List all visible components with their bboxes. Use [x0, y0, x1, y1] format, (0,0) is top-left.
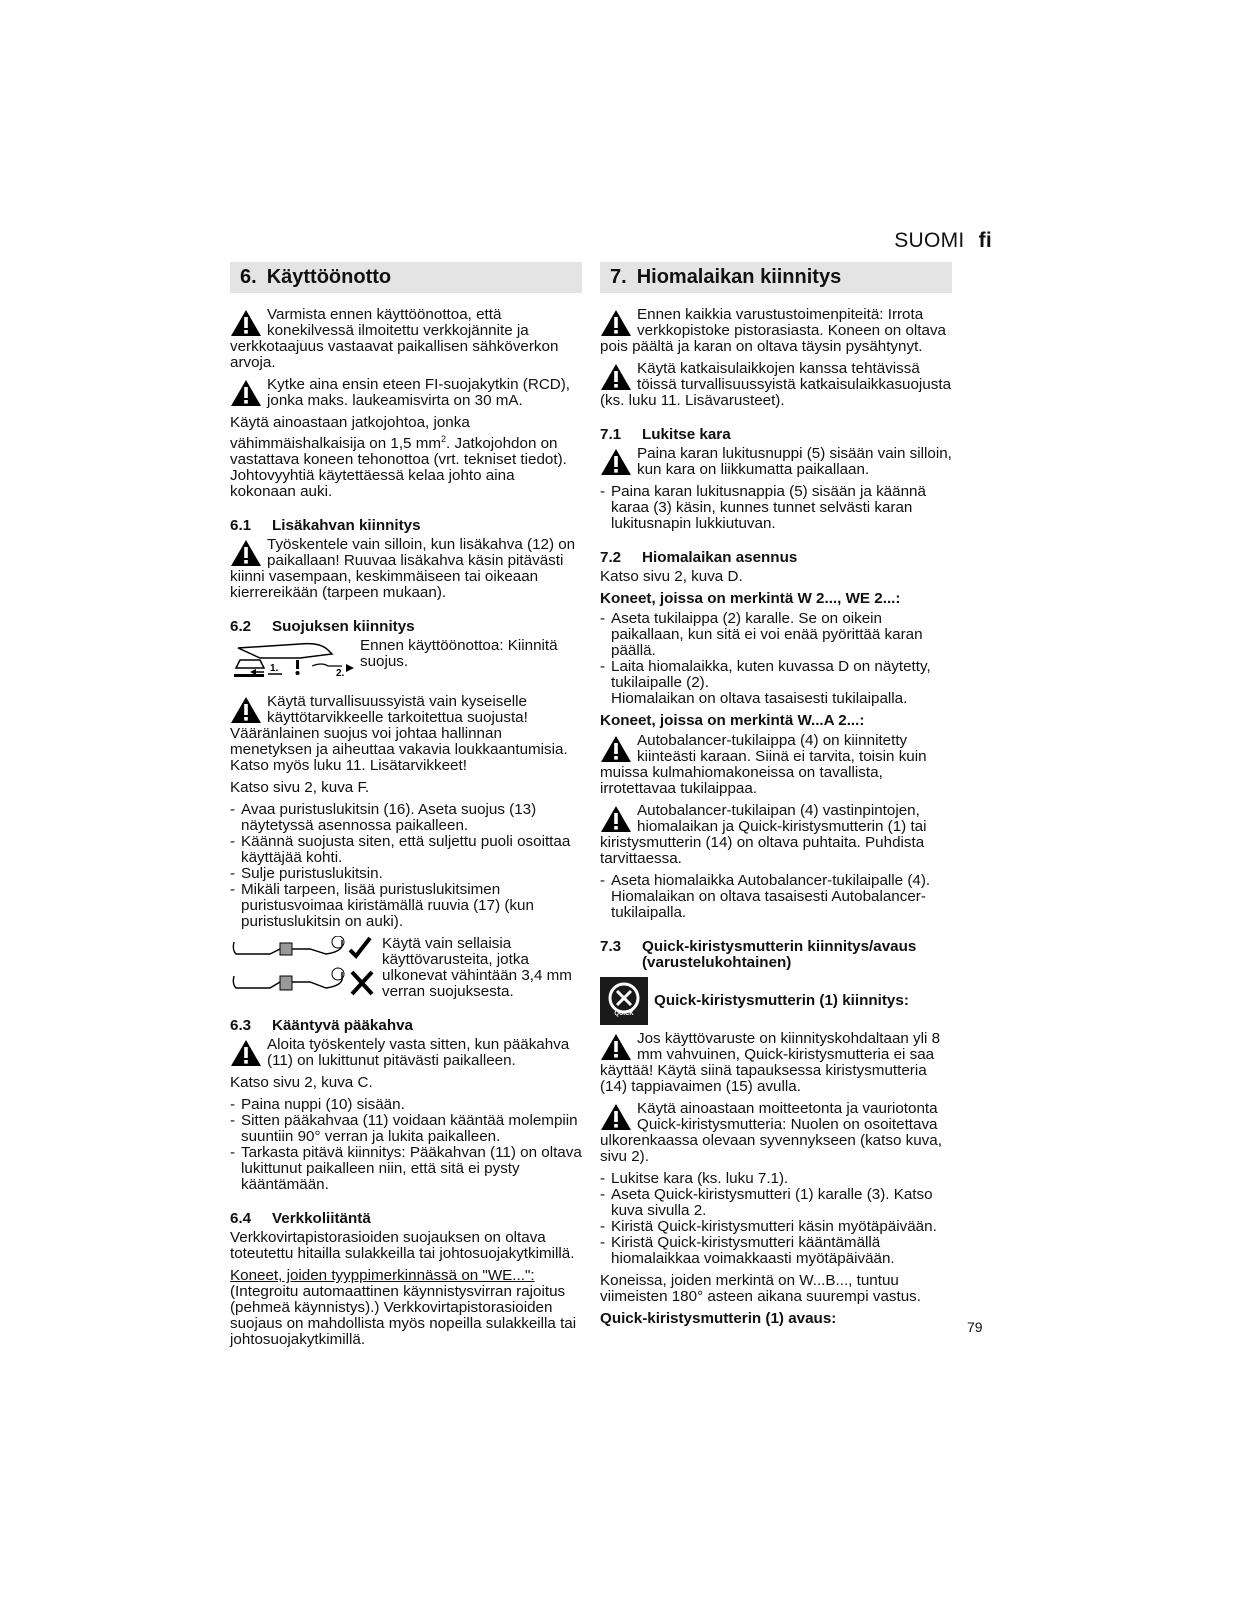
page-number: 79: [967, 1319, 983, 1335]
warning-block: Ennen kaikkia varustustoimenpiteitä: Irrota verkkopistoke pistorasiasta. Koneen on oltava pois päältä ja karan on oltava täysin pysähtynyt.: [600, 306, 946, 355]
list-item: - Sitten pääkahvaa (11) voidaan kääntää molempiin suuntiin 90° verran ja lukita paikalleen.: [230, 1113, 582, 1145]
heading-7-1: 7.1 Lukitse kara: [600, 426, 731, 443]
step-list: [230, 802, 582, 930]
quick-nut-heading-row: [600, 977, 952, 1025]
paragraph: Koneet, joiden tyyppimerkinnässä on "WE...": (Integroitu automaattinen käynnistysvirran rajoitus (pehmeä käynnistys).) Verkkovirtapistorasioiden suojaus on mahdollista myös nopeilla sulakkeilla tai johtosuojakytkimillä.: [230, 1267, 577, 1349]
list-item: - Käännä suojusta siten, että suljettu puoli osoittaa käyttäjää kohti.: [230, 834, 582, 866]
svg-text:2.: 2.: [336, 668, 345, 680]
warning-block: Aloita työskentely vasta sitten, kun pääkahva (11) on lukittunut pitävästi paikalleen.: [230, 1037, 582, 1069]
list-item: - Avaa puristuslukitsin (16). Aseta suojus (13) näytetyssä asennossa paikalleen.: [230, 802, 582, 834]
warning-block: Käytä ainoastaan moitteetonta ja vauriotonta Quick-kiristysmutteria: Nuolen on osoitettava ulkorenkaassa olevaan syvennykseen (katso kuva, sivu 2).: [600, 1100, 942, 1165]
page-header: [894, 229, 992, 253]
quick-nut-icon: QUICK: [600, 977, 648, 1025]
guard-figure-row: [230, 638, 582, 686]
subheading: Koneet, joissa on merkintä W 2..., WE 2...:: [600, 590, 901, 607]
heading-7-2: 7.2 Hiomalaikan asennus: [600, 549, 798, 566]
list-item: - Kiristä Quick-kiristysmutteri käsin myötäpäivään.: [600, 1219, 952, 1235]
warning-icon: [600, 363, 632, 391]
warning-icon: [230, 696, 262, 724]
svg-text:1.: 1.: [270, 663, 279, 675]
paragraph-extension-cable: Käytä ainoastaan jatkojohtoa, jonka vähimmäishalkaisija on 1,5 $mm^2$. Jatkojohdon on vastattava koneen tehonottoa (vrt. tekniset tiedot). Johtovyyhtiä käytettäessä kelaa johto aina kokonaan auki.: [230, 414, 567, 501]
paragraph: Verkkovirtapistorasioiden suojauksen on oltava toteutettu hitailla sulakkeilla tai johtosuojakytkimillä.: [230, 1229, 575, 1263]
warning-icon: [230, 379, 262, 407]
subheading: Quick-kiristysmutterin (1) avaus:: [600, 1310, 837, 1327]
warning-block: Työskentele vain silloin, kun lisäkahva (12) on paikallaan! Ruuvaa lisäkahva käsin pitävästi kiinni vasempaan, keskimmäiseen tai oikeaan kierrereikään (tarpeen mukaan).: [230, 536, 576, 602]
list-item: - Mikäli tarpeen, lisää puristuslukitsimen puristusvoimaa kiristämällä ruuvia (17) (kun puristuslukitsin on auki).: [230, 882, 582, 930]
warning-block: Käytä turvallisuussyistä vain kyseiselle käyttötarvikkeelle tarkoitettua suojusta! Vääränlainen suojus voi johtaa hallinnan menetyksen ja aiheuttaa vakavia loukkaantumisia. Katso myös luku 11. Lisätarvikkeet!: [230, 693, 568, 775]
warning-icon: [600, 1103, 632, 1131]
accessory-figure-text: Käytä vain sellaisia käyttövarusteita, jotka ulkonevat vähintään 3,4 mm verran suojuksesta.: [382, 935, 572, 1001]
step-list: [600, 1171, 952, 1267]
warning-block: Käytä katkaisulaikkojen kanssa tehtävissä töissä turvallisuussyistä katkaisulaikkasuojusta (ks. luku 11. Lisävarusteet).: [600, 360, 952, 409]
paragraph: Hiomalaikan on oltava tasaisesti tukilaipalla.: [611, 690, 908, 707]
warning-icon: [600, 309, 632, 337]
list-item: - Tarkasta pitävä kiinnitys: Pääkahvan (11) on oltava lukittunut paikalleen niin, että sitä ei pysty kääntämään.: [230, 1145, 582, 1193]
language-code: fi: [978, 229, 992, 252]
list-item: - Aseta hiomalaikka Autobalancer-tukilaipalle (4). Hiomalaikan on oltava tasaisesti Autobalancer-tukilaipalla.: [600, 873, 952, 921]
list-item: - Paina nuppi (10) sisään.: [230, 1097, 582, 1113]
section-7-title: 7. Hiomalaikan kiinnitys: [600, 262, 952, 293]
warning-icon: [600, 448, 632, 476]
warning-icon: [230, 539, 262, 567]
step-list: [230, 1097, 582, 1193]
heading-6-4: 6.4 Verkkoliitäntä: [230, 1210, 371, 1228]
heading-6-1: 6.1 Lisäkahvan kiinnitys: [230, 517, 421, 535]
guard-mount-illustration: [230, 638, 356, 686]
step-list: [600, 484, 952, 532]
warning-icon: [600, 805, 632, 833]
list-item: - Lukitse kara (ks. luku 7.1).: [600, 1171, 952, 1187]
warning-block: Jos käyttövaruste on kiinnityskohdaltaan yli 8 mm vahvuinen, Quick-kiristysmutteria ei saa käyttää! Käytä siinä tapauksessa kiristysmutteria (14) tappiavaimen (15) avulla.: [600, 1030, 941, 1095]
right-column: [600, 262, 952, 1331]
step-list: [600, 611, 952, 691]
list-item: - Sulje puristuslukitsin.: [230, 866, 582, 882]
quick-nut-title: Quick-kiristysmutterin (1) kiinnitys:: [654, 992, 909, 1009]
warning-block: Autobalancer-tukilaippa (4) on kiinnitetty kiinteästi karaan. Siinä ei tarvita, toisin kuin muissa kulmahiomakoneissa on tavallista, irrotettavaa tukilaippaa.: [600, 732, 927, 797]
accessory-protrusion-illustration: [230, 936, 380, 1000]
language-label: SUOMI: [894, 229, 965, 252]
warning-icon: [230, 1039, 262, 1067]
see-reference: Katso sivu 2, kuva D.: [600, 568, 743, 585]
list-item: - Laita hiomalaikka, kuten kuvassa D on näytetty, tukilaipalle (2).: [600, 659, 952, 691]
see-reference: Katso sivu 2, kuva F.: [230, 779, 370, 797]
list-item: - Aseta Quick-kiristysmutteri (1) karalle (3). Katso kuva sivulla 2.: [600, 1187, 952, 1219]
heading-6-2: 6.2 Suojuksen kiinnitys: [230, 618, 415, 636]
warning-block: Autobalancer-tukilaipan (4) vastinpintojen, hiomalaikan ja Quick-kiristysmutterin (1) tai kiristysmutterin (14) on oltava puhtaita. Puhdista tarvittaessa.: [600, 802, 927, 867]
subheading: Koneet, joissa on merkintä W...A 2...:: [600, 712, 865, 729]
list-item: - Kiristä Quick-kiristysmutteri kääntämällä hiomalaikkaa voimakkaasti myötäpäivään.: [600, 1235, 952, 1267]
warning-block: Kytke aina ensin eteen FI-suojakytkin (RCD), jonka maks. laukeamisvirta on 30 mA.: [230, 377, 582, 409]
list-item: - Aseta tukilaippa (2) karalle. Se on oikein paikallaan, kun sitä ei voi enää pyörittää karan päällä.: [600, 611, 952, 659]
heading-7-3: 7.3 Quick-kiristysmutterin kiinnitys/avaus (varustelukohtainen): [600, 938, 917, 971]
see-reference: Katso sivu 2, kuva C.: [230, 1074, 373, 1092]
warning-icon: [600, 735, 632, 763]
list-item: - Paina karan lukitusnappia (5) sisään ja käännä karaa (3) käsin, kunnes tunnet selvästi karan lukitusnapin lukkiutuvan.: [600, 484, 952, 532]
heading-6-3: 6.3 Kääntyvä pääkahva: [230, 1017, 413, 1035]
warning-icon: [230, 309, 262, 337]
warning-block: Varmista ennen käyttöönottoa, että konekilvessä ilmoitettu verkkojännite ja verkkotaajuus vastaavat paikallisen sähköverkon arvoja.: [230, 306, 559, 371]
section-6-title: 6. Käyttöönotto: [230, 262, 582, 293]
paragraph: Koneissa, joiden merkintä on W...B..., tuntuu viimeisten 180° asteen aikana suurempi vastus.: [600, 1272, 921, 1305]
accessory-figure-row: [230, 936, 582, 1000]
guard-figure-text: Ennen käyttöönottoa: Kiinnitä suojus.: [360, 637, 558, 671]
warning-block: Paina karan lukitusnuppi (5) sisään vain silloin, kun kara on liikkumatta paikallaan.: [600, 446, 952, 478]
left-column: [230, 262, 582, 1354]
step-list: [600, 873, 952, 921]
warning-icon: [600, 1033, 632, 1061]
